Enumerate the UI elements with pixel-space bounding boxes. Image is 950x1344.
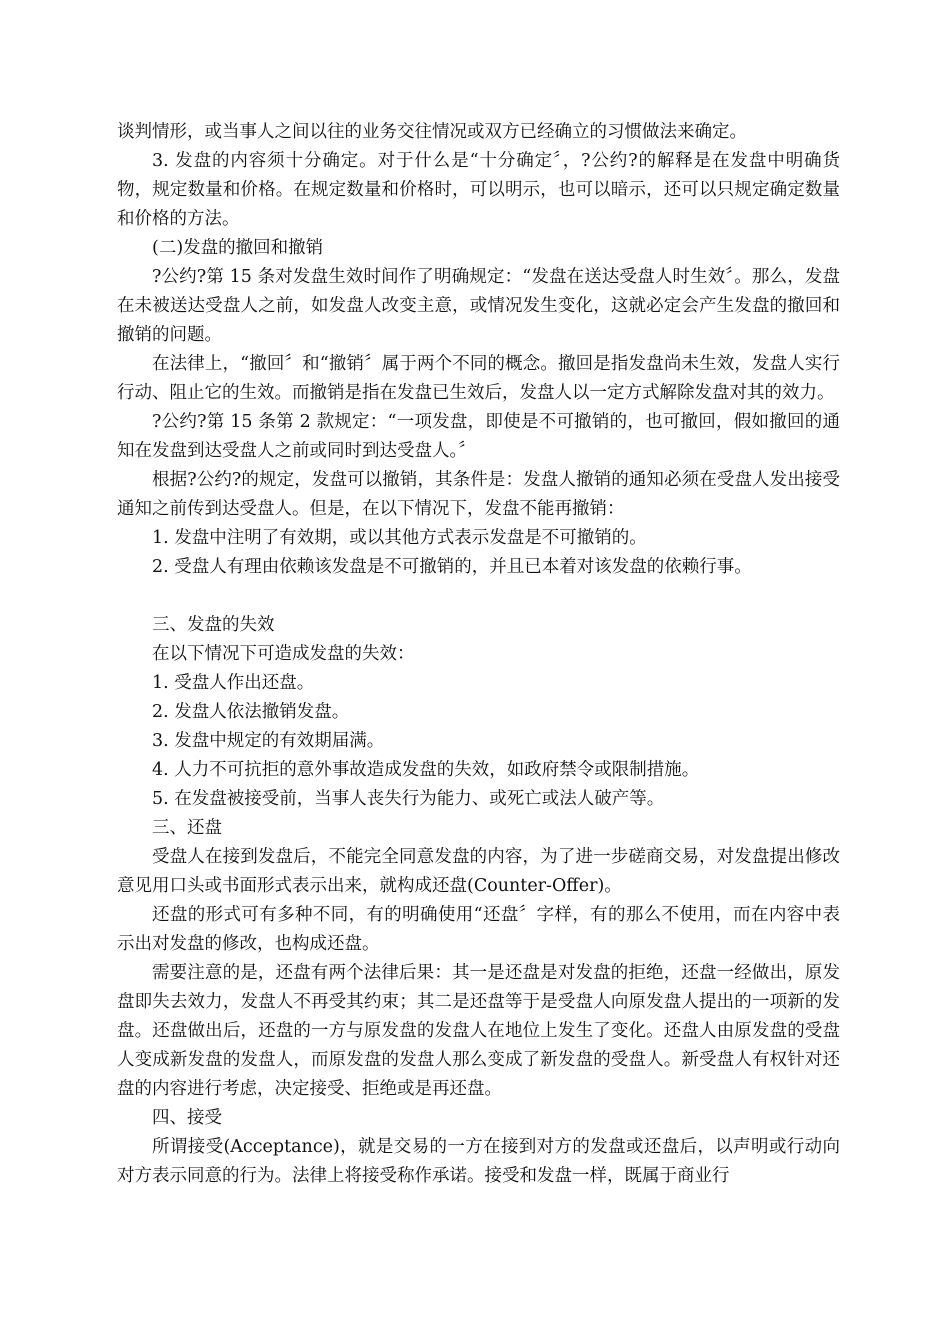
list-item-lapse-3: 3. 发盘中规定的有效期届满。 (152, 731, 385, 751)
paragraph-counter-offer-forms: 还盘的形式可有多种不同，有的明确使用“还盘〞字样，有的那么不使用，而在内容中表示出对发盘的修改，也构成还盘。 (117, 905, 840, 954)
paragraph-withdrawal-vs-revocation: 在法律上，“撤回〞和“撤销〞属于两个不同的概念。撤回是指发盘尚未生效，发盘人实行行动、阻止它的生效。而撤销是指在发盘已生效后，发盘人以一定方式解除发盘对其的效力。 (117, 354, 840, 403)
list-item-lapse-1: 1. 受盘人作出还盘。 (152, 673, 315, 693)
list-item-irrevocable-2: 2. 受盘人有理由依赖该发盘是不可撤销的，并且已本着对该发盘的依赖行事。 (152, 557, 752, 577)
section-heading-counter-offer: 三、还盘 (152, 818, 222, 838)
paragraph-article-15: ?公约?第 15 条对发盘生效时间作了明确规定：“发盘在送达受盘人时生效〞。那么，发盘在未被送达受盘人之前，如发盘人改变主意，或情况发生变化，这就必定会产生发盘的撤回和撤销的问题。 (117, 267, 840, 345)
paragraph-acceptance-definition: 所谓接受(Acceptance)，就是交易的一方在接到对方的发盘或还盘后，以声明或行动向对方表示同意的行为。法律上将接受称作承诺。接受和发盘一样，既属于商业行 (117, 1137, 840, 1186)
list-item-irrevocable-1: 1. 发盘中注明了有效期，或以其他方式表示发盘是不可撤销的。 (152, 528, 647, 548)
list-item-lapse-2: 2. 发盘人依法撤销发盘。 (152, 702, 350, 722)
section-heading-offer-lapse: 三、发盘的失效 (152, 615, 275, 635)
list-item-lapse-4: 4. 人力不可抗拒的意外事故造成发盘的失效，如政府禁令或限制措施。 (152, 760, 700, 780)
paragraph-lapse-intro: 在以下情况下可造成发盘的失效： (152, 644, 415, 664)
list-item-lapse-5: 5. 在发盘被接受前，当事人丧失行为能力、或死亡或法人破产等。 (152, 789, 665, 809)
section-heading-withdrawal-revocation: (二)发盘的撤回和撤销 (152, 238, 324, 258)
paragraph-offer-definiteness: 3. 发盘的内容须十分确定。对于什么是“十分确定〞，?公约?的解释是在发盘中明确货物，规定数量和价格。在规定数量和价格时，可以明示，也可以暗示，还可以只规定确定数量和价格的方法。 (117, 151, 840, 229)
paragraph-revocation-conditions: 根据?公约?的规定，发盘可以撤销，其条件是：发盘人撤销的通知必须在受盘人发出接受通知之前传到达受盘人。但是，在以下情况下，发盘不能再撤销： (117, 470, 840, 519)
blank-line (117, 582, 840, 611)
paragraph-article-15-clause-2: ?公约?第 15 条第 2 款规定：“一项发盘，即使是不可撤销的，也可撤回，假如撤回的通知在发盘到达受盘人之前或同时到达受盘人。〞 (117, 412, 840, 461)
paragraph-counter-offer-consequences: 需要注意的是，还盘有两个法律后果：其一是还盘是对发盘的拒绝，还盘一经做出，原发盘即失去效力，发盘人不再受其约束；其二是还盘等于是受盘人向原发盘人提出的一项新的发盘。还盘做出后，还盘的一方与原发盘的发盘人在地位上发生了变化。还盘人由原发盘的受盘人变成新发盘的发盘人，而原发盘的发盘人那么变成了新发盘的受盘人。新受盘人有权针对还盘的内容进行考虑，决定接受、拒绝或是再还盘。 (117, 963, 840, 1099)
paragraph-counter-offer-definition: 受盘人在接到发盘后，不能完全同意发盘的内容，为了进一步磋商交易，对发盘提出修改意见用口头或书面形式表示出来，就构成还盘(Counter-Offer)。 (117, 847, 840, 896)
document-body (117, 118, 840, 1191)
section-heading-acceptance: 四、接受 (152, 1108, 222, 1128)
paragraph-continuation: 谈判情形，或当事人之间以往的业务交往情况或双方已经确立的习惯做法来确定。 (117, 122, 747, 142)
